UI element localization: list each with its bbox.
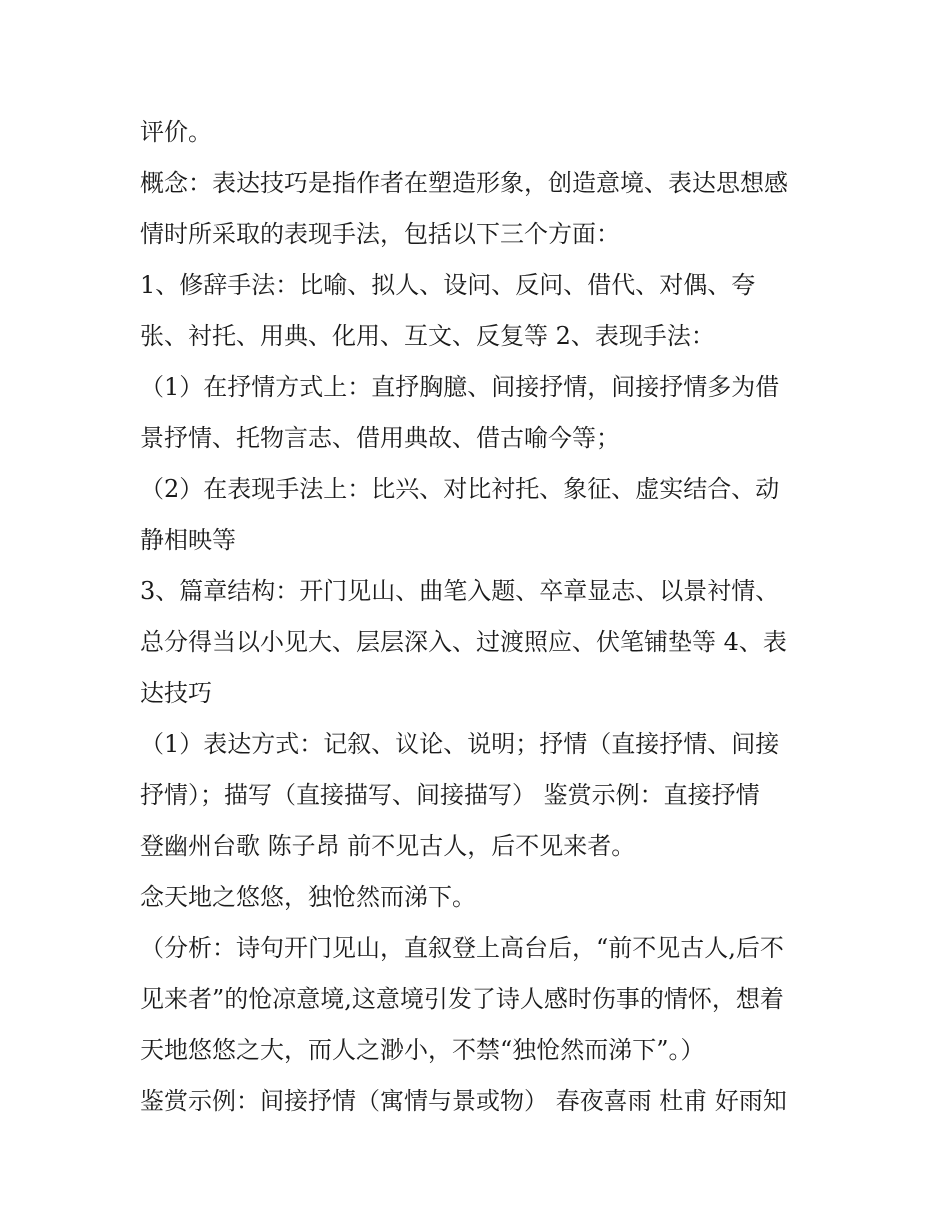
text-line-10: 3、篇章结构：开门见山、曲笔入题、卒章显志、以景衬情、 (140, 577, 780, 605)
text-line-9: 静相映等 (140, 526, 236, 554)
text-line-11: 总分得当以小见大、层层深入、过渡照应、伏笔铺垫等 4、表 (140, 628, 787, 656)
text-line-18: 见来者”的怆凉意境,这意境引发了诗人感时伤事的情怀，想着 (140, 985, 784, 1013)
text-line-19: 天地悠悠之大，而人之渺小，不禁“独怆然而涕下”。） (140, 1036, 705, 1064)
text-line-4: 1、修辞手法：比喻、拟人、设问、反问、借代、对偶、夸 (140, 271, 756, 299)
text-line-15: 登幽州台歌 陈子昂 前不见古人，后不见来者。 (140, 832, 636, 860)
text-line-13: （1）表达方式：记叙、议论、说明；抒情（直接抒情、间接 (140, 730, 780, 758)
text-line-17: （分析：诗句开门见山，直叙登上高台后，“前不见古人,后不 (140, 934, 784, 962)
text-line-8: （2）在表现手法上：比兴、对比衬托、象征、虚实结合、动 (140, 475, 780, 503)
text-line-6: （1）在抒情方式上：直抒胸臆、间接抒情，间接抒情多为借 (140, 373, 780, 401)
text-line-7: 景抒情、托物言志、借用典故、借古喻今等； (140, 424, 620, 452)
text-line-2: 概念：表达技巧是指作者在塑造形象，创造意境、表达思想感 (140, 169, 788, 197)
text-line-5: 张、衬托、用典、化用、互文、反复等 2、表现手法： (140, 322, 715, 350)
text-line-14: 抒情）；描写（直接描写、间接描写） 鉴赏示例：直接抒情 (140, 781, 760, 809)
text-line-16: 念天地之悠悠，独怆然而涕下。 (140, 883, 476, 911)
text-line-20: 鉴赏示例：间接抒情（寓情与景或物） 春夜喜雨 杜甫 好雨知 (140, 1087, 787, 1115)
text-line-3: 情时所采取的表现手法，包括以下三个方面： (140, 220, 620, 248)
text-line-12: 达技巧 (140, 679, 212, 707)
document-body (140, 107, 820, 1127)
text-line-1: 评价。 (140, 118, 212, 146)
